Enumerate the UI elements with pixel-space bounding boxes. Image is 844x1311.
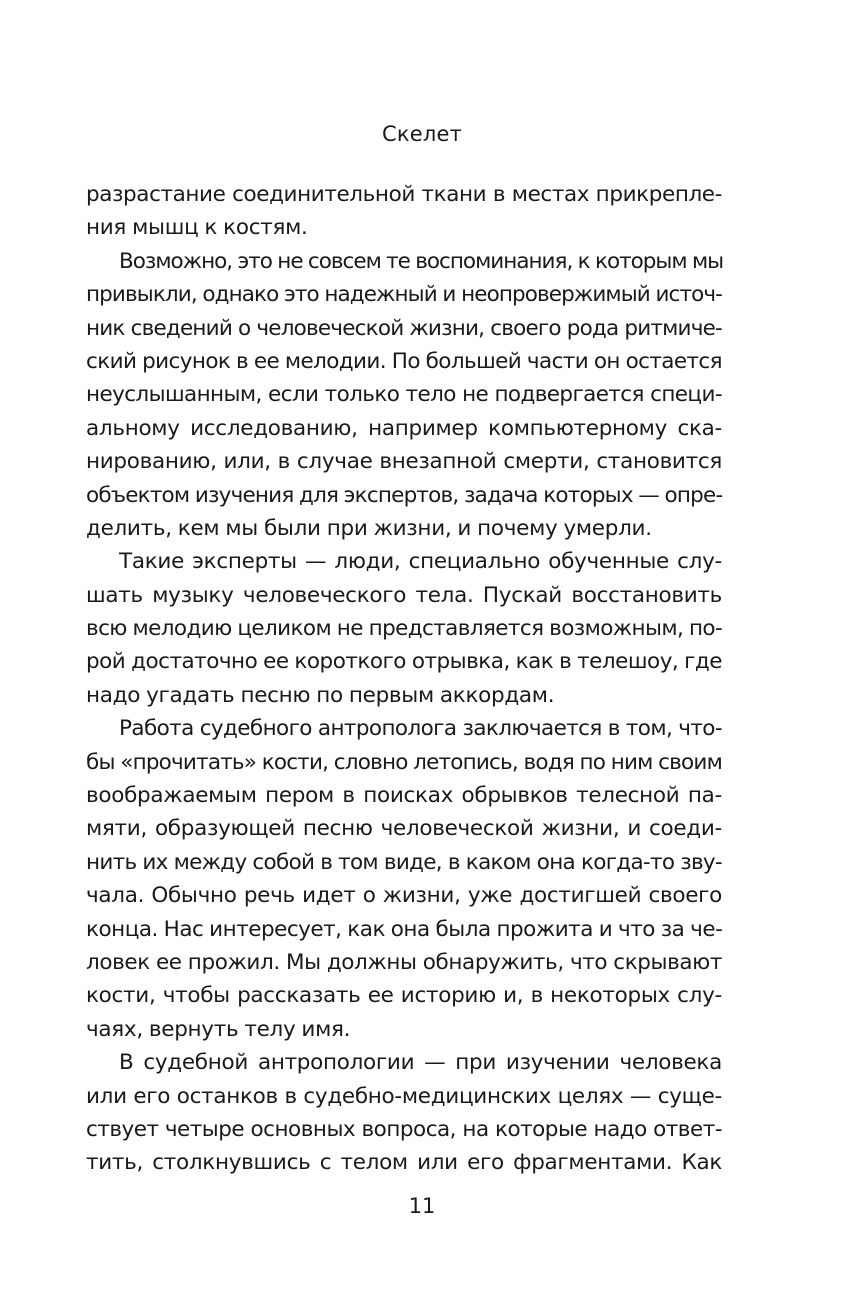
text-line: шать музыку человеческого тела. Пускай восстановить (86, 582, 722, 608)
text-line: разрастание соединительной ткани в местах прикрепле- (86, 182, 722, 207)
text-line: ник сведений о человеческой жизни, своего рода ритмиче- (86, 315, 722, 341)
page-number: 11 (408, 1194, 436, 1218)
text-line: всю мелодию целиком не представляется возможным, по- (86, 616, 723, 642)
body-text (86, 178, 722, 1180)
text-line: чаях, вернуть телу имя. (86, 1016, 351, 1042)
text-line: ловек ее прожил. Мы должны обнаружить, что скрывают (86, 949, 722, 975)
text-line: Такие эксперты — люди, специально обученные слу- (119, 549, 722, 575)
text-line: Возможно, это не совсем те воспоминания, к которым мы (119, 248, 724, 274)
text-line: ствует четыре основных вопроса, на которые надо ответ- (86, 1116, 722, 1142)
text-line: ния мышц к костям. (86, 215, 308, 241)
text-line: бы «прочитать» кости, словно летопись, водя по ним своим (86, 749, 722, 775)
text-line: мяти, образующей песню человеческой жизни, и соеди- (86, 816, 722, 842)
text-line: рой достаточно ее короткого отрывка, как в телешоу, где (86, 649, 722, 675)
text-line: тить, столкнувшись с телом или его фрагментами. Как (86, 1150, 722, 1176)
text-line: надо угадать песню по первым аккордам. (86, 682, 555, 708)
text-line: воображаемым пером в поисках обрывков телесной па- (86, 783, 722, 809)
running-head: Скелет (381, 122, 463, 146)
text-line: кости, чтобы рассказать ее историю и, в некоторых слу- (86, 983, 722, 1009)
text-line: альному исследованию, например компьютерному ска- (86, 415, 722, 441)
text-line: чала. Обычно речь идет о жизни, уже достигшей своего (86, 883, 722, 909)
text-line: нить их между собой в том виде, в каком она когда-то зву- (86, 849, 722, 875)
text-line: привыкли, однако это надежный и неопровержимый источ- (86, 282, 722, 308)
text-line: конца. Нас интересует, как она была прожита и что за че- (86, 916, 723, 942)
text-line: или его останков в судебно-медицинских целях — суще- (86, 1083, 722, 1109)
text-line: нированию, или, в случае внезапной смерти, становится (86, 449, 722, 475)
text-line: неуслышанным, если только тело не подвергается специ- (86, 382, 722, 408)
text-line: объектом изучения для экспертов, задача которых — опре- (86, 482, 723, 508)
text-line: Работа судебного антрополога заключается в том, что- (119, 716, 722, 742)
text-line: делить, кем мы были при жизни, и почему умерли. (86, 515, 652, 541)
text-line: ский рисунок в ее мелодии. По большей части он остается (86, 348, 722, 374)
text-line: В судебной антропологии — при изучении человека (119, 1050, 722, 1076)
